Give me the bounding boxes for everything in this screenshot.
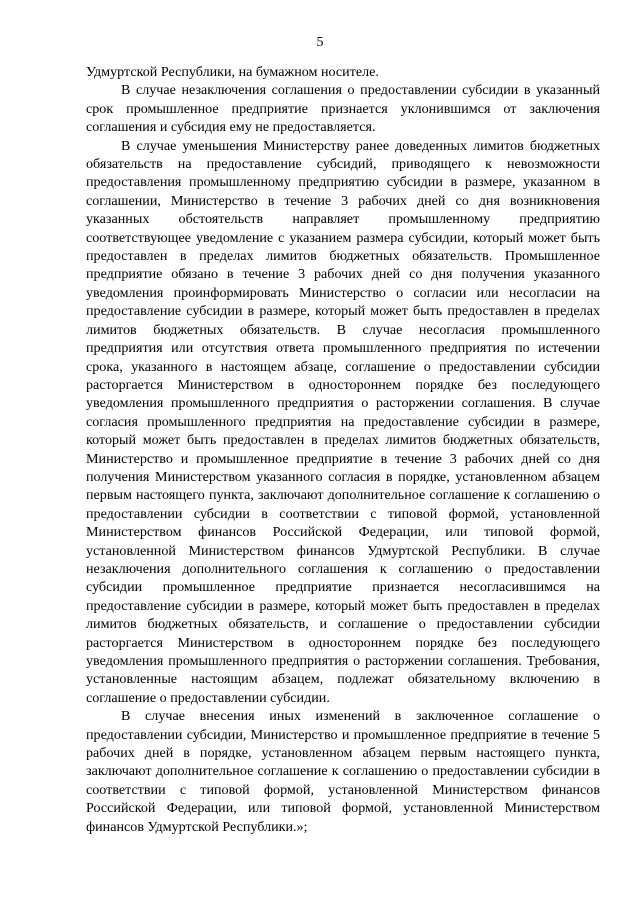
paragraph-continuation: Удмуртской Республики, на бумажном носителе. [86, 64, 379, 80]
paragraph-budget-reduction: В случае уменьшения Министерству ранее доведенных лимитов бюджетных обязательств на предоставление субсидий, приводящего к невозможности предоставления промышленному предприятию субсидии в размере, указанном в соглашении, Министерство в течение 3 рабочих дней со дня возникновения указанных обстоятельств направляет промышленному предприятию соответствующее уведомление с указанием размера субсидии, который может быть предоставлен в пределах лимитов бюджетных обязательств. Промышленное предприятие обязано в течение 3 рабочих дней со дня получения указанного уведомления проинформировать Министерство о согласии или несогласии на предоставление субсидии в размере, который может быть предоставлен в пределах лимитов бюджетных обязательств. В случае несогласия промышленного предприятия или отсутствия ответа промышленного предприятия по истечении срока, указанного в настоящем абзаце, соглашение о предоставлении субсидии расторгается Министерством в одностороннем порядке без последующего уведомления промышленного предприятия о расторжении соглашения. В случае согласия промышленного предприятия на предоставление субсидии в размере, который может быть предоставлен в пределах лимитов бюджетных обязательств, Министерство и промышленное предприятие в течение 3 рабочих дней со дня получения Министерством указанного согласия в порядке, установленном абзацем первым настоящего пункта, заключают дополнительное соглашение к соглашению о предоставлении субсидии в соответствии с типовой формой, установленной Министерством финансов Российской Федерации, или типовой формой, установленной Министерством финансов Удмуртской Республики. В случае незаключения дополнительного соглашения к соглашению о предоставлении субсидии промышленное предприятие признается несогласившимся на предоставление субсидии в размере, который может быть предоставлен в пределах лимитов бюджетных обязательств, и соглашение о предоставлении субсидии расторгается Министерством в одностороннем порядке без последующего уведомления промышленного предприятия о расторжении соглашения. Требования, установленные настоящим абзацем, подлежат обязательному включению в соглашение о предоставлении субсидии. [86, 137, 600, 706]
paragraph-other-changes: В случае внесения иных изменений в заключенное соглашение о предоставлении субсидии, Министерство и промышленное предприятие в течение 5 рабочих дней в порядке, установленном абзацем первым настоящего пункта, заключают дополнительное соглашение к соглашению о предоставлении субсидии в соответствии с типовой формой, установленной Министерством финансов Российской Федерации, или типовой формой, установленной Министерством финансов Удмуртской Республики.»; [86, 708, 600, 835]
paragraph-non-conclusion: В случае незаключения соглашения о предоставлении субсидии в указанный срок промышленное предприятие признается уклонившимся от заключения соглашения и субсидия ему не предоставляется. [86, 82, 600, 136]
document-body [86, 63, 600, 836]
page-number: 5 [316, 35, 324, 50]
